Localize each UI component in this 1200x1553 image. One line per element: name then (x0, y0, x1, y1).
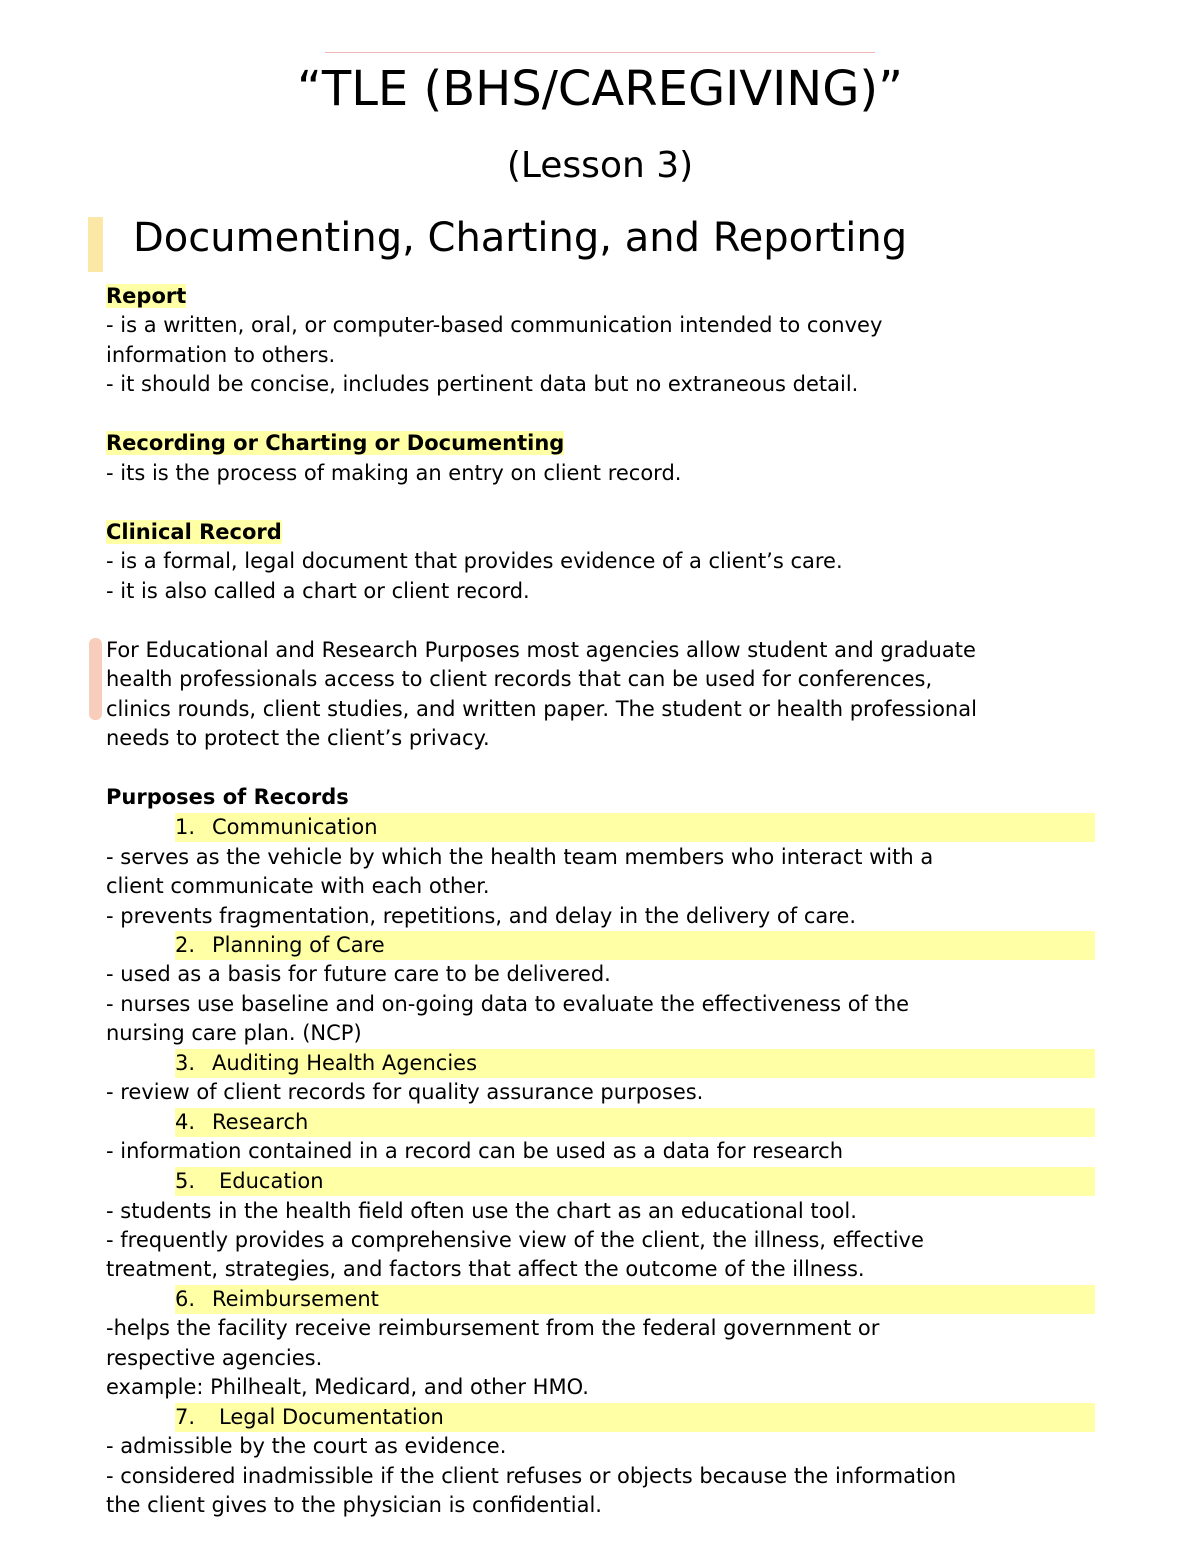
purpose-line: - used as a basis for future care to be delivered. (106, 962, 611, 986)
purpose-line: - serves as the vehicle by which the health team members who interact with a (106, 845, 934, 869)
comment-marker (89, 638, 102, 720)
clinical-term-line (106, 518, 282, 547)
educational-line: clinics rounds, client studies, and written paper. The student or health professional (106, 697, 977, 721)
list-number: 2. (175, 933, 196, 957)
purpose-title: Research (212, 1110, 309, 1134)
purpose-title: Education (219, 1169, 324, 1193)
purpose-title: Reimbursement (212, 1287, 379, 1311)
list-number: 6. (175, 1287, 196, 1311)
recording-line: - its is the process of making an entry on client record. (106, 461, 682, 485)
clinical-term: Clinical Record (106, 520, 282, 544)
purpose-line: - prevents fragmentation, repetitions, and delay in the delivery of care. (106, 904, 857, 928)
educational-line: needs to protect the client’s privacy. (106, 726, 490, 750)
purpose-line: - nurses use baseline and on-going data to evaluate the effectiveness of the (106, 992, 910, 1016)
document-title: “TLE (BHS/CAREGIVING)” (297, 61, 903, 117)
purpose-line: the client gives to the physician is confidential. (106, 1493, 602, 1517)
purpose-item-planning (175, 931, 1095, 960)
purpose-line: - frequently provides a comprehensive view of the client, the illness, effective (106, 1228, 924, 1252)
report-line: - it should be concise, includes pertinent data but no extraneous detail. (106, 372, 859, 396)
section-heading: Documenting, Charting, and Reporting (133, 215, 908, 261)
list-number: 1. (175, 815, 196, 839)
purpose-item-legal (175, 1403, 1095, 1432)
list-number: 5. (175, 1169, 196, 1193)
purpose-item-communication (175, 813, 1095, 842)
report-line: information to others. (106, 343, 336, 367)
purpose-item-reimbursement (175, 1285, 1095, 1314)
purpose-line: - information contained in a record can be used as a data for research (106, 1139, 844, 1163)
lesson-label: (Lesson 3) (506, 145, 694, 186)
purpose-line: - admissible by the court as evidence. (106, 1434, 507, 1458)
purpose-line: nursing care plan. (NCP) (106, 1021, 362, 1045)
clinical-line: - it is also called a chart or client record. (106, 579, 530, 603)
report-line: - is a written, oral, or computer-based communication intended to convey (106, 313, 883, 337)
purpose-item-education (175, 1167, 1095, 1196)
recording-term: Recording or Charting or Documenting (106, 431, 565, 455)
purpose-title: Legal Documentation (219, 1405, 444, 1429)
purpose-line: - considered inadmissible if the client refuses or objects because the information (106, 1464, 957, 1488)
purpose-line: example: Philhealt, Medicard, and other HMO. (106, 1375, 589, 1399)
purpose-title: Planning of Care (212, 933, 385, 957)
recording-term-line (106, 429, 564, 458)
purpose-line: respective agencies. (106, 1346, 323, 1370)
clinical-line: - is a formal, legal document that provides evidence of a client’s care. (106, 549, 843, 573)
list-number: 4. (175, 1110, 196, 1134)
purpose-line: - students in the health field often use the chart as an educational tool. (106, 1199, 857, 1223)
heading-marker (88, 217, 103, 272)
report-term-line (106, 282, 186, 311)
list-number: 3. (175, 1051, 196, 1075)
purpose-title: Communication (212, 815, 378, 839)
purposes-heading: Purposes of Records (106, 785, 349, 809)
purpose-line: treatment, strategies, and factors that affect the outcome of the illness. (106, 1257, 865, 1281)
report-term: Report (106, 284, 187, 308)
top-rule (325, 52, 875, 53)
purpose-line: client communicate with each other. (106, 874, 490, 898)
purpose-line: - review of client records for quality assurance purposes. (106, 1080, 704, 1104)
educational-line: For Educational and Research Purposes most agencies allow student and graduate (106, 638, 976, 662)
purpose-item-auditing (175, 1049, 1095, 1078)
list-number: 7. (175, 1405, 196, 1429)
educational-line: health professionals access to client records that can be used for conferences, (106, 667, 933, 691)
purpose-title: Auditing Health Agencies (212, 1051, 478, 1075)
purpose-item-research (175, 1108, 1095, 1137)
purpose-line: -helps the facility receive reimbursement from the federal government or (106, 1316, 880, 1340)
